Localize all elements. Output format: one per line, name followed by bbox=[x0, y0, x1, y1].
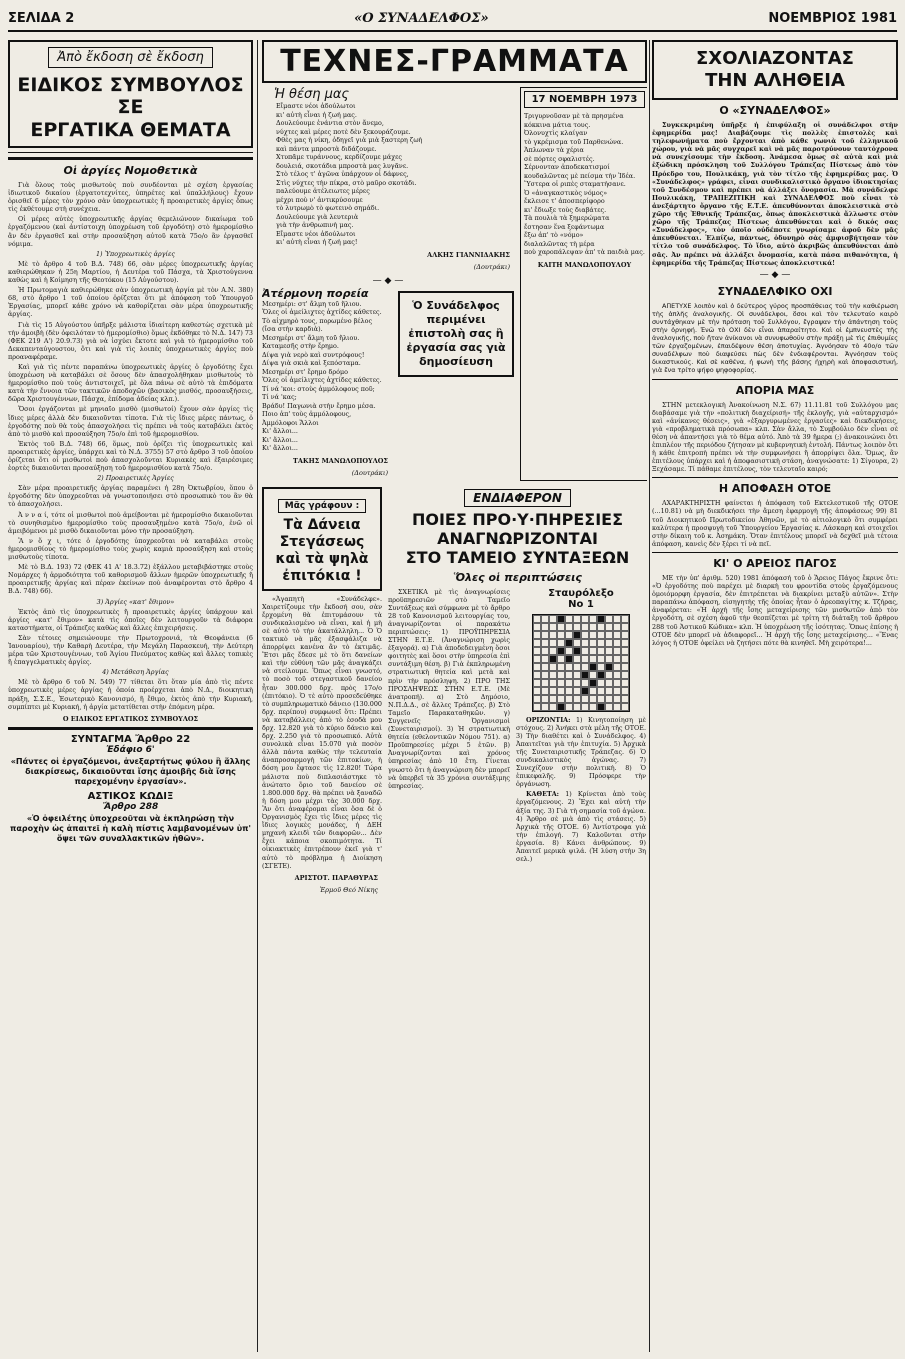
crossword-cell bbox=[541, 631, 549, 639]
right-column bbox=[652, 40, 898, 1352]
crossword-cell bbox=[605, 615, 613, 623]
crossword-cell bbox=[605, 623, 613, 631]
crossword-cell bbox=[533, 647, 541, 655]
crossword-cell bbox=[541, 647, 549, 655]
poem-line: Ὀλονυχτὶς κλαίγαν bbox=[524, 129, 588, 137]
crossword-cell bbox=[581, 695, 589, 703]
article-title: Η ΑΠΟΦΑΣΗ ΟΤΟΕ bbox=[718, 482, 832, 496]
crossword-cell bbox=[589, 679, 597, 687]
crossword-cell bbox=[621, 663, 629, 671]
paragraph: Γιὰ τὶς 15 Αὐγούστου ὑπῆρξε μάλιστα ἰδιαίτερη καθεστὼς σχετικὰ μὲ τὴν ἀμοιβὴ (δὲν ὀφειλόταν τὸ ἡμερομίσθιο) ὅμως ἐκδόθηκε τὸ Ν.Δ. 147) 73 (ΦΕΚ 219 Α') 20.9.73) γιὰ νὰ ἰσχύει ἔκτοτε καὶ γιὰ τὸ ἡμερομίσθιο τοῦ Δεκαπενταύγουστου, ὅτι καὶ γιὰ τὶς λοιπὲς ὑποχρεωτικὲς ἀργίες ποὺ προαναφέραμε. bbox=[8, 320, 253, 361]
poem-line: Τί νά 'κας; bbox=[262, 393, 297, 401]
crossword-cell bbox=[589, 655, 597, 663]
article-title: ΑΠΟΡΙΑ ΜΑΣ bbox=[735, 383, 815, 397]
crossword-cell bbox=[621, 695, 629, 703]
crossword-cell bbox=[549, 615, 557, 623]
article-body: ΣΤΗΝ μετεκλογικὴ Ἀνακοίνωση Ν.Σ. 67) 11.11.81 τοῦ Συλλόγου μας διαβάσαμε γιὰ τὴν «πολιτικὴ διαχείρισή» τῆς ἐκλογῆς, γιὰ «αὐταρχισμό» καὶ «ἀνίκανες θέσεις», γιὰ «ἐξαργυρωμένες ἐργασίες» καὶ διεκδικήσεις, γιὰ «προβληματικὰ πρόσωπα» κλπ. Σὰν ἄλλα, τὸ Συμβούλιο δὲν εἶναι σὲ θέση νὰ ἀπαντήσει γιὰ τὸ θέμα αὐτό. Ἀπὸ τὰ 39 ἤμερα (;) ἀνακοινώνει ὅτι ἐπιπλέον τῆς περιόδου ζήτησαν μὲ κυβερνητικὴ ἐντολή. Πάντως λοιπὸν ὅτι ἡ κάθε ἐπιτροπὴ πρέπει νὰ τὴν συμφωνήσει ἢ ἀπορρίψει ὅλα. Ὅμως, ἂν ἐπιτέλους ὑπάρχει καὶ ἡ ἀποφασιστικὴ στάση, ἀναγνώσατε: 1) Σίγουρα, 2) Ξεχάσαμε. Τί πάθαμε ἐπιτέλους, τὸν τελευταῖο καιρό; bbox=[652, 400, 898, 474]
article-body: ΜΕ τὴν ὑπ' ἀριθμ. 520) 1981 ἀπόφασή τοῦ ὁ Ἄρειος Πάγος ἔκρινε ὅτι: «Ὁ ἐργοδότης ποὺ παρέχει μὲ διαρκὴ του φροντίδα στοὺς ἐργαζόμενους ὁμοιόμορφη ἐργασία, δὲν ἐπιτρέπεται νὰ διακρίνει μεταξὺ αὐτῶν». Στὴν παραπάνω ἀπόφαση, εἰσηγητὴς τῆς ὁποίας ἦταν ὁ ἀρεοπαγίτης κ. Τζήρας, ἀναφέρεται: «Ἡ ἀρχὴ τῆς ἴσης μεταχείρισης τῶν μισθωτῶν ἀπὸ τὸν ἐργοδότη, σὲ σχέση ἀφοῦ τὴν θεσπίζεται μὲ τρίτη τὴ διάταξη τοῦ ἄρθρου 288 τοῦ Ἀστικοῦ Κώδικα» κλπ. Ἡ ὑποχρέωση τῆς ἰσότητας. Ὅπως ἐπίσης ἡ ΟΤΟΕ δὲν μπορεῖ νὰ ἀδιαφορεῖ... Ἡ ἀρχὴ τῆς ἴσης μεταχείρισης... «Ἕνας λόγος ἡ ΟΤΟΕ ὀφείλει νὰ ζητήσει πότε θὰ κινηθεῖ. Μὴ χειρότερα!... bbox=[652, 573, 898, 647]
crossword-cell bbox=[533, 615, 541, 623]
title-line: ΣΕ bbox=[117, 96, 144, 118]
paragraph: Μὲ τὸ ἄρθρο 6 τοῦ Ν. 549) 77 τίθεται ὅτι ὅταν μία ἀπὸ τὶς πέντε ὑποχρεωτικὲς μέρες ἀργίας ἡ ὁποία προέρχεται ἀπὸ Ν.Δ., διοικητικὴ πράξη, Σ.Σ.Ε., Ἐσωτερικὸ Κανονισμό, ἢ ἔθιμο, ἐκτὸς ἀπὸ τὴν Κυριακή, συμπίπτει μὲ Κυριακή, ἡ ἀργία μετατίθεται στὴν ἑπόμενη μέρα. bbox=[8, 678, 253, 711]
title-line: ΕΡΓΑΤΙΚΑ ΘΕΜΑΤΑ bbox=[30, 119, 231, 141]
crossword-cell bbox=[541, 695, 549, 703]
poem-line: Φθὲς μας ἡ νίκη, ὁδηγεῖ γιὰ μιὰ ξαστερη ζωὴ bbox=[276, 136, 423, 144]
crossword-cell bbox=[581, 647, 589, 655]
poem-line: Δίψα γιὰ νερὸ καὶ συντρόφους! bbox=[262, 350, 365, 359]
poem-line: τὸ γκρέμισμα τοῦ Παρθενώνα. bbox=[524, 137, 624, 146]
crossword-cell bbox=[557, 631, 565, 639]
issue-date: ΝΟΕΜΒΡΙΟΣ 1981 bbox=[768, 10, 897, 26]
paragraph: Ἐκτὸς τοῦ Β.Δ. 748) 66, ὅμως, ποὺ ὁρίζει τὶς ὑποχρεωτικὲς καὶ προαιρετικὲς ἀργίες, ὑπάρχει καὶ τὸ Ν.Δ. 3755) 57 στὸ ἄρθρο 3 τοῦ ὁποίου ὁρίζεται ὅτι οἱ μισθωτοὶ ποὺ ἀπασχολοῦνται Κυριακὲς καὶ ἐξαιρέσιμες ἑορτὲς δικαιοῦνται προσαύξηση τοῦ ἡμερομισθίου κατὰ 75ο/ο. bbox=[8, 439, 253, 473]
crossword-cell bbox=[541, 663, 549, 671]
crossword-cell bbox=[605, 631, 613, 639]
crossword-cell bbox=[573, 623, 581, 631]
poem-author-location: (Δουτράκι) bbox=[351, 468, 388, 477]
crossword-cell bbox=[605, 663, 613, 671]
poem-line: Βράδυ! Παγωνιὰ στὴν ἔρημο μέσα. bbox=[262, 401, 376, 410]
crossword-cell bbox=[581, 663, 589, 671]
poem-line: Τὰ πουλιὰ τὰ ξημερώματα bbox=[524, 214, 610, 222]
crossword-cell bbox=[613, 671, 621, 679]
crossword-cell bbox=[533, 679, 541, 687]
poem-line: ἔκλεισε τ' ἀποσπερίφορο bbox=[524, 197, 605, 205]
page-number: ΣΕΛΙΔΑ 2 bbox=[8, 10, 75, 26]
crossword-cell bbox=[557, 695, 565, 703]
crossword-cell bbox=[581, 671, 589, 679]
poem-line: διαλαλῶντας τὴ μέρα bbox=[524, 239, 595, 248]
crossword-cell bbox=[541, 687, 549, 695]
crossword-cell bbox=[621, 639, 629, 647]
crossword-cell bbox=[533, 695, 541, 703]
poem-line: μέχρι ποὺ ν' ἀντικρύσουμε bbox=[276, 195, 363, 204]
crossword-cell bbox=[589, 687, 597, 695]
crossword-cell bbox=[549, 623, 557, 631]
poem-line: (ἴσα στὴν καρδιὰ). bbox=[262, 325, 323, 333]
poem-author-location: (Δουτράκι) bbox=[473, 262, 510, 271]
crossword-cell bbox=[613, 663, 621, 671]
crossword-cell bbox=[613, 687, 621, 695]
poem-line: Δουλεύουμε ἐνάντια στὸν ἄνεμο, bbox=[276, 119, 384, 127]
letters-label: Μᾶς γράφουν : bbox=[278, 499, 367, 513]
crossword-cell bbox=[557, 647, 565, 655]
crossword-cell bbox=[549, 695, 557, 703]
poem-line: Τριγυρνοῦσαν μὲ τὰ πρησμένα bbox=[524, 112, 624, 120]
crossword-cell bbox=[581, 703, 589, 711]
crossword-cell bbox=[533, 631, 541, 639]
poem-line: Ὅλες οἱ ἀμείλιχτες ἀχτίδες κάθετες. bbox=[262, 308, 382, 316]
crossword-cell bbox=[597, 663, 605, 671]
crossword-cell bbox=[613, 695, 621, 703]
civil-code-quote: «Ὁ ὀφειλέτης ὑποχρεοῦται νὰ ἐκπληρώσῃ τὴν παροχὴν ὡς ἀπαιτεῖ ἡ καλὴ πίστις λαμβανομένων ὑπ' ὄψει τῶν συναλλακτικῶν ἠθῶν». bbox=[10, 813, 251, 843]
crossword-cell bbox=[597, 671, 605, 679]
crossword-cell bbox=[573, 671, 581, 679]
poem-line: Εἴμαστε νέοι ἀδούλωτοι bbox=[276, 102, 356, 110]
article-title: ΣΥΝΑΔΕΛΦΙΚΟ ΟΧΙ bbox=[717, 284, 833, 298]
crossword-cell bbox=[533, 623, 541, 631]
poem-line: Κι' ἄλλοι... bbox=[262, 444, 298, 452]
crossword-cell bbox=[565, 703, 573, 711]
crossword-cell bbox=[589, 695, 597, 703]
crossword-cell bbox=[581, 639, 589, 647]
article-body: ΑΠΕΤΥΧΕ λοιπὸν καὶ ὁ δεύτερος γύρος προσπάθειας τοῦ τὴν καθιέρωση τὴς ἁπλῆς ἀναλογικῆς. Οἱ συνάδελφοι, ὅσοι καὶ τὸν τελευταίο καιρὸ συντάχθηκαν μὲ τὴν πρόταση τοῦ Συλλόγου, ἔγραψαν τὴν ἀπάντηση τοὺς στὴν ὀρνηφή. Ἐνῶ τὸ ΟΧΙ δὲν εἶναι ἀπαραίτητο. Καὶ οἱ ἐμπνευστὲς τῆς ἀναλογικῆς, ποὺ ἤταν ἀνίκανοι νὰ συνυφωθοῦν στὴν πράξη μὲ τὶς ἐπιθυμίες τῶν ἐργαζομένων, ἐπαιδέψουν θέση ἀποτυχίας. Ἀγνόησαν τὸ 40ο/ο τῶν συναδέλφων ποὺ διαψεύσει πὼς δὲν ἐνδιαφέρονται. Ἀγνόησαν τοὺς δικαστικούς. Καὶ σὲ καθένα, ἡ φωνὴ τῆς βάσης ἠχηρὴ καὶ ἀποφασιστική, γιὰ ἕνα τρίτο ψήφο ψηφοφορίας. bbox=[652, 301, 898, 375]
middle-column bbox=[262, 40, 647, 1352]
crossword-cell bbox=[597, 655, 605, 663]
letter-signature-note: Ἑρμοῦ Θεό Νίκης bbox=[319, 885, 378, 894]
crossword-cell bbox=[597, 623, 605, 631]
poem-line: Χτυπᾶμε τυράννους, κερδίζουμε μάχες bbox=[276, 153, 402, 161]
crossword-cell bbox=[605, 639, 613, 647]
crossword-cell bbox=[541, 679, 549, 687]
crossword-cell bbox=[541, 623, 549, 631]
poem-author: ΑΛΚΗΣ ΓΙΑΝΝΙΔΑΚΗΣ bbox=[427, 250, 510, 259]
poem-author: ΤΑΚΗΣ ΜΑΝΩΛΟΠΟΥΛΟΣ bbox=[293, 456, 388, 465]
paragraph: Ὅσοι ἐργάζονται μὲ μηνιαῖο μισθὸ (μισθωτοί) ἔχουν σὰν ἀργίες τὶς ἴδιες μέρες ἀλλὰ δὲν δικαιοῦνται τίποτα. Γιὰ τὶς ἴδιες μέρες πάντως, ὁ ἐργοδότης ποὺ θὰ τοὺς ἀπασχολήσει τὶς πρέπει νὰ τοὺς καταβάλει ἐκτὸς ἀπὸ τὸ μισθὸ καὶ προσαύξηση 75ο/ο ἐπὶ τοῦ ἡμερομισθίου. bbox=[8, 405, 253, 438]
crossword-cell bbox=[621, 703, 629, 711]
crossword-cell bbox=[621, 631, 629, 639]
poem-line: ἔξω ἀπ' τὸ «νόμο» bbox=[524, 231, 584, 239]
article-title: ΚΙ' Ο ΑΡΕΙΟΣ ΠΑΓΟΣ bbox=[713, 556, 837, 570]
crossword-cell bbox=[565, 695, 573, 703]
crossword-cell bbox=[541, 615, 549, 623]
poem-line: Μεσημέρι στ' ἔρημο δρόμο bbox=[262, 367, 348, 376]
poem-line: Ἀμμόλοφοι Ἄλλοι bbox=[262, 418, 319, 427]
crossword-cell bbox=[597, 639, 605, 647]
crossword-cell bbox=[589, 631, 597, 639]
crossword-cell bbox=[581, 679, 589, 687]
paragraph-subhead: 1) Ὑποχρεωτικὲς ἀργίες bbox=[95, 249, 176, 258]
poem-line: Ἁπλωναν τὰ χέρια bbox=[524, 146, 584, 154]
crossword-cell bbox=[613, 679, 621, 687]
arts-section-title: ΤΕΧΝΕΣ-ΓΡΑΜΜΑΤΑ bbox=[280, 44, 629, 79]
commentary-title-line: ΣΧΟΛΙΑΖΟΝΤΑΣ bbox=[696, 48, 854, 69]
paragraph: Οἱ μέρες αὐτὲς ὑποχρεωτικῆς ἀργίας θεμελιώνουν δικαίωμα τοῦ ἐργαζόμενου (καὶ ἀντίστοιχη ὑποχρέωση τοῦ ἐργοδότη) στὸ ἡμερομίσθιο ἂν δὲν ἐργασθεῖ καὶ στὴν προσαύξηση αὐτοῦ κατὰ 75ο/ο ἂν ἐργασθεῖ νόμιμα. bbox=[8, 215, 253, 248]
crossword-cell bbox=[589, 671, 597, 679]
poem-line: Ποιο ἀπ' τοὺς ἀμμόλοφους, bbox=[262, 410, 352, 418]
crossword-cell bbox=[533, 663, 541, 671]
article-subhead: Οἱ ἀργίες Νομοθετικὰ bbox=[63, 164, 198, 177]
crossword-cell bbox=[581, 631, 589, 639]
crossword-cell bbox=[557, 655, 565, 663]
crossword-cell bbox=[573, 647, 581, 655]
special-advisor-box bbox=[8, 40, 253, 148]
crossword-cell bbox=[621, 671, 629, 679]
interest-body: ΣΧΕΤΙΚΑ μὲ τὶς ἀναγνωρίσεις προϋπηρεσιῶν στὸ Ταμεῖο Συντάξεως καὶ σύμφωνα μὲ τὸ ἄρθρο 28 τοῦ Κανονισμοῦ λειτουργίας του, ἀναγνωρίζονται οἱ παρακάτω περιπτώσεις: 1) ΠΡΟΫΠΗΡΕΣΙΑ ΣΤΗΝ Ε.Τ.Ε. (Ἀναγνώριση χωρὶς ἐξαγορά). α) Γιὰ ἀποδεδειγμένη ὅσοι φοιτητὲς καὶ ὅσοι στὴν ὑπηρεσία ἐπὶ συντάξιμη θέση. β) Γιὰ ἐκπληρωμένη στρατιωτικὴ θητεία καὶ μετὰ καὶ πρὶν τὴν πρόσληψη. 2) ΠΡΟ ΤΗΣ ΠΡΟΣΛΗΨΕΩΣ ΣΤΗΝ Ε.Τ.Ε. (Μὲ ἀνατροπή). α) Στὸ Δημόσιο, Ν.Π.Δ.Δ., σὲ ἄλλες Τράπεζες. β) Στὸ Ταμεῖο Παρακαταθηκῶν. γ) Συγγενεῖς Ὀργανισμοὶ (Συνεταιρισμοί). 3) Ἡ στρατιωτικὴ θητεία (εθελοντικῶν Νόμου 751). α) Προϋπηρεσίες μέχρι 5 ἐτῶν. β) Ἀναγνωρίζονται καὶ χρόνος ὑπηρεσίας ἀπὸ 10 ἔτη. Γίνεται γνωστὸ ὅτι ἡ ἀναγνώριση δὲν μπορεῖ νὰ ὑπερβεῖ τὰ 35 χρόνια συντάξιμης ὑπηρεσίας. bbox=[388, 587, 510, 790]
poem-line: νύχτες καὶ μέρες ποτὲ δὲν ξεκουράζουμε. bbox=[276, 127, 411, 136]
crossword-cell bbox=[565, 687, 573, 695]
crossword-title: Σταυρόλεξο bbox=[548, 587, 614, 599]
submissions-box: Ὁ Συνάδελφος περιμένει ἐπιστολὴ σας ἢ ἐργασία σας γιὰ δημοσίευση bbox=[398, 291, 514, 377]
poem-line: Δουλεύουμε γιὰ λευτεριὰ bbox=[276, 212, 359, 221]
crossword-cell bbox=[565, 655, 573, 663]
paragraph: Ἀ ν ν α ί, τότε οἱ μισθωτοὶ ποὺ ἀμείβονται μὲ ἡμερομίσθιο δικαιοῦνται τὸ συνηθισμένο ἡμερομίσθιο τοὺς προσαυξημένο κατὰ 75ο/ο, ἐνῶ οἱ ἀμειβόμενοι μὲ μισθὸ δικαιοῦνται μόνο τὴν προσαύξηση. bbox=[8, 510, 253, 535]
article-signature: Ο ΕΙΔΙΚΟΣ ΕΡΓΑΤΙΚΟΣ ΣΥΜΒΟΥΛΟΣ bbox=[62, 714, 199, 723]
poem-line: Κι' ἄλλοι... bbox=[262, 427, 298, 435]
masthead bbox=[8, 6, 897, 32]
divider: — ◆ — bbox=[372, 275, 404, 286]
crossword-cell bbox=[573, 695, 581, 703]
poem-line: Στὸ τέλος τ' ἀγῶνα ὑπάρχουν οἱ δάφνες, bbox=[276, 170, 409, 178]
poem-line: παλεύουμε ἀτέλειωτες μέρες bbox=[276, 187, 370, 195]
crossword-cell bbox=[565, 631, 573, 639]
article-body: ΑΧΑΡΑΚΤΗΡΙΣΤΗ φαίνεται ἡ ἀπόφαση τοῦ Εκτελεστικοῦ τῆς ΟΤΟΕ (...10.81) νὰ μὴ διεκδικήσει τὴν ἄμεση ἐφαρμογὴ τῆς ἀποφάσεως 99) 81 τοῦ Διοικητικοῦ Πρωτοδικείου Ἀθηνῶν, μὲ τὸ αἰτιολογικὸ ὅτι συμφέρει καλύτερα ἡ προσφυγὴ τοῦ Ὑπουργείου Ἐργασίας κ. Λάσκαρη καὶ στοιχεῖοι στὴν δίκαιη τοῦ κ. Ἀσημάκη. Ὅταν ἐπιτέλους μπορεῖ νὰ δεχθεῖ μιὰ τέτοια ἀπόφαση, κανεὶς δὲν ξέρει τί νὰ πεῖ. bbox=[652, 499, 898, 548]
poem-line: Ὅλες οἱ ἀμείλιχτες ἀχτίδες κάθετες. bbox=[262, 376, 382, 384]
crossword-cell bbox=[549, 663, 557, 671]
poem-line: κόκκινα μάτια τους. bbox=[524, 120, 591, 129]
crossword-cell bbox=[605, 647, 613, 655]
crossword-cell bbox=[565, 623, 573, 631]
divider: — ◆ — bbox=[759, 269, 791, 280]
poem-text bbox=[262, 300, 392, 453]
poem-line: Εἴμαστε νέοι ἀδούλωτοι bbox=[276, 229, 356, 238]
crossword-cell bbox=[605, 703, 613, 711]
crossword-cell bbox=[589, 703, 597, 711]
paragraph: Μὲ τὸ Β.Δ. 193) 72 (ΦΕΚ 41 Α' 18.3.72) ἐξάλλου μεταβιβάστηκε στοὺς Νομάρχες ἡ ἁρμοδιότητα τοῦ καθορισμοῦ ἄλλων ἡμερῶν ὑποχρεωτικῆς ἢ προαιρετικῆς ἀργίας καὶ πέραν ἐκείνων ποὺ ἀναφέρονται στὸ ἄρθρο 4 Β.Δ. 748) 66). bbox=[8, 563, 253, 596]
crossword-cell bbox=[565, 679, 573, 687]
crossword-cell bbox=[573, 655, 581, 663]
poem-line: Τί νά 'κοι: στοὺς ἀμμόλοφους ποῦ; bbox=[262, 384, 375, 393]
crossword-cell bbox=[621, 687, 629, 695]
crossword-cell bbox=[557, 671, 565, 679]
poem-line: Ὕστερα οἱ ριπὲς σταματήσανε. bbox=[524, 180, 626, 188]
poem-line: κι' ἔδιωξε τοὺς διαβάτες. bbox=[524, 205, 607, 214]
letters-box bbox=[262, 487, 382, 591]
crossword-cell bbox=[621, 623, 629, 631]
crossword-cell bbox=[597, 687, 605, 695]
poem-line: Κι' ἄλλοι... bbox=[262, 435, 298, 444]
crossword-cell bbox=[613, 639, 621, 647]
crossword-cell bbox=[549, 639, 557, 647]
crossword-down-clues: 1) Κρίνεται ἀπὸ τοὺς ἐργαζόμενους. 2) Ἔχει καὶ αὐτὴ τὴν ἀξία της. 3) Γιὰ τὴ σημασία τοῦ ἀγώνα. 4) Ἄρθρο σὲ μιὰ ἀπὸ τὶς στάσεις. 5) Ἀρχικὰ τῆς ΟΤΟΕ. 6) Ἀντίστροφα γιὰ τὴν ἐπιλογή. 7) Καλοῦνται στὴν ἐργασία. 8) Κάνει ἀνθρώπους. 9) Ἀπαιτεῖ μερικὰ ψιλά. (Ἡ λύση στὴν 3η σελ.) bbox=[516, 790, 646, 864]
constitution-subtitle: Ἐδάφιο 6' bbox=[106, 744, 155, 755]
crossword-cell bbox=[549, 687, 557, 695]
crossword-cell bbox=[573, 703, 581, 711]
crossword-cell bbox=[549, 655, 557, 663]
crossword-cell bbox=[557, 703, 565, 711]
crossword-cell bbox=[581, 623, 589, 631]
crossword-cell bbox=[565, 647, 573, 655]
crossword-cell bbox=[573, 615, 581, 623]
poem-line: δουλειά, σκοτάδια μπροστὰ μας λυγᾶνε. bbox=[276, 161, 409, 170]
poem-line: γιὰ τὴν ἀνθρωπινὴ μας. bbox=[276, 221, 354, 229]
newspaper-name: «Ο ΣΥΝΑΔΕΛΦΟΣ» bbox=[354, 10, 489, 26]
crossword-across-label: ΟΡΙΖΟΝΤΙΑ: bbox=[526, 715, 571, 724]
crossword-cell bbox=[621, 655, 629, 663]
column-divider bbox=[649, 40, 650, 1352]
poem-line: Τὸ αἰχμηρὸ τους, πορωμένο βέλος bbox=[262, 316, 373, 325]
poem-line: Μεσημέρι: στ' ἄλμη τοῦ ἥλιου. bbox=[262, 299, 362, 308]
poem-line: Δίψα γιὰ σκιὰ καὶ ξεπόσταμα. bbox=[262, 359, 361, 367]
paragraph: Ἡ Πρωτομαγιὰ καθιερώθηκε σὰν ὑποχρεωτικὴ ἀργία μὲ τὸν Α.Ν. 380) 68, στὸ ἄρθρο 1 τοῦ ὁποίου ὁρίζεται ὅτι μὲ ἀπόφαση τοῦ Ὑπουργοῦ Ἐργασίας, μπορεῖ κάθε χρόνο νὰ καθορίζεται σὰν μέρα ὑποχρεωτικῆς ἀργίας. bbox=[8, 286, 253, 319]
crossword-cell bbox=[605, 687, 613, 695]
crossword-cell bbox=[613, 703, 621, 711]
crossword-cell bbox=[557, 623, 565, 631]
article-body: Συγκεκριμένη ὑπῆρξε ἡ ἐπιφύλαξη οἱ συνάδελφοι στὴν ἐφημερίδα μας! Διαβάζουμε τὶς πολλὲς ἐπιστολὲς καὶ τηλεφωνήματα ποὺ ἔρχονται ἀπὸ κάθε γωνιὰ τοῦ ἑλληνικοῦ χώρου, γιὰ νὰ μᾶς συγχαρεῖ καὶ νὰ μᾶς παροτρύνουν ταυτόχρονα νὰ συνεχίσουμε τὴν ἔκδοση. Ἀνάμεσα ὅμως σὲ αὐτὰ καὶ μιὰ ἐξώδικη πρόσκληση τοῦ Συλλόγου Τράπεζας Πίστεως ἀπὸ τὸν Πρόεδρο του, Πουλικάκη, γιὰ τὸν τίτλο τῆς ἐφημερίδας μας. Ὁ «Συνάδελφος» γράφει, εἶναι συνδικαλιστικὸ ὄργανο ἰδιοκτησίας τοῦ Συνδέσμου καὶ πρέπει νὰ ἀλλάξει ὄνομασία. Μὰ συνάδελφε Πουλικάκη, ΤΡΑΠΕΖΙΤΙΚΗ καὶ ΣΥΝΑΔΕΛΦΟΣ ποὺ εἶναι τὸ ἀνεξάρτητο ὄργανο τῆς Ε.Τ.Ε. ἀπευθύνονται ἀποκλειστικὰ στὸ χῶρο τῆς Ἐθνικῆς Τράπεζας, ὅπως ἀποκλειστικὰ ἄλλωστε στὸν χῶρο τῆς Τράπεζας Πίστεως ἀπευθύνεται καὶ ὁ δικός σας «Συνάδελφος», τὸν ὁποῖο οὐδέποτε γνωρίσαμε ἀφοῦ δὲν μᾶς ἀπευθύνεται. Ἐλπίζω, πάντως, ὀδυνηρὸ σὰς ἀμφισβήτησαν τὸν τίτλο τοῦ συνάδελφος. Τὸ ἴδιο, αὐτὸ ἀκριβῶς ἀπευθύνεται ἀπὸ σᾶς. Ἀν πρέπει νὰ ἀλλάξει ὄνομασία, κατὰ πάσα πιθανότητα, ἡ ἐφημερίδα τῆς Τράπεζας Πίστεως ἀποκλειστικά! bbox=[652, 121, 898, 267]
crossword-number: Νο 1 bbox=[568, 598, 594, 610]
crossword-cell bbox=[573, 663, 581, 671]
constitution-title: ΣΥΝΤΑΓΜΑ Ἄρθρο 22 bbox=[70, 733, 191, 745]
poem-line: Σέρνονταν ἀποδεκατισμοί bbox=[524, 163, 610, 171]
crossword-cell bbox=[549, 671, 557, 679]
poem-box bbox=[520, 87, 647, 481]
title-line: ΕΙΔΙΚΟΣ ΣΥΜΒΟΥΛΟΣ bbox=[17, 74, 244, 96]
paragraph: Σὰν τέτοιες σημειώνουμε τὴν Πρωτοχρονιά, τὰ Θεοφάνεια (6 Ἰανουαρίου), τὴν Καθαρὴ Δευτέρα, τὴν Μεγάλη Παρασκευή, τὴν Δεύτερη μέρα τῶν Χριστουγέννων, τοῦ Ἁγίου Πνεύματος καθὼς καὶ ἄλλες τοπικὲς ἢ ἐπαγγελματικὲς ἀργίες. bbox=[8, 633, 253, 667]
poem-line: καὶ πάντα μπροστὰ διδάζουμε. bbox=[276, 144, 377, 153]
interest-label: ΕΝΔΙΑΦΕΡΟΝ bbox=[464, 489, 571, 507]
paragraph: Σὰν μέρα προαιρετικῆς ἀργίας παραμένει ἡ 28η Ὀκτωβρίου, ὅπου ὁ ἐργοδότης δὲν ὑποχρεοῦται νὰ γνωστοποιήσει στὸ προσωπικὸ του ἂν θὰ τὸ ἀπασχολήσει. bbox=[8, 484, 253, 509]
interest-title-line: ΠΟΙΕΣ ΠΡΟ·Υ·ΠΗΡΕΣΙΕΣ bbox=[411, 509, 623, 529]
poem-text bbox=[524, 112, 645, 257]
crossword-cell bbox=[533, 703, 541, 711]
crossword-cell bbox=[605, 671, 613, 679]
paragraph: Μὲ τὸ ἄρθρο 4 τοῦ Β.Δ. 748) 66, σὰν μέρες ὑποχρεωτικῆς ἀργίας καθιερώθηκαν ἡ 25η Μαρτίου, ἡ Δευτέρα τοῦ Πάσχα, τὰ Χριστούγεννα καθὼς καὶ ἡ Κοίμηση τῆς Θεοτόκου (15 Αὐγούστου). bbox=[8, 259, 253, 285]
letter-body: «Ἀγαπητὴ «Συνάδελφε». Χαιρετίζουμε τὴν ἔκδοσή σου, σὰν ἔρχομένη θὰ ἐπιτυμάσουν τὰ συνδικαλισμένο νὰ εἶναι, καὶ ἡ μὴ σὲ αὐτὸ τὸ τὴν ἀκατάλληλη... Ὁ Ὁ τακτικὸ νὰ μᾶς ἐξασφάλιζα νὰ ἀπορρίψει κανένα ἂν τὸ ἐκτιμᾶς. Ἔτσι μᾶς ἔδεσε μὲ τὸ ὅτι δανείων καὶ τὴν εὐθύνη τῶν μᾶς ἀναγκάζει νὰ στείλουμε. Ὅπως εἶναι γνωστό, τὸ ποσὸ τοῦ στεγαστικοῦ δανείου ἦταν 300.000 δρχ. πρὸς 17ο/ο (ἐπιτόκιο). Ὁ τὲ αὐτὸ προσεδεύθηκε τὸ συμπληρωματικὸ δάνειο (130.000 δρχ. περίπου) συμφωνεῖ ὅτι: Πρέπει νὰ καταβάλλεις ἀπὸ τὸ ἐσοδὰ μου δρχ. 12.820 γιὰ τὸ κύριο δάνειο καὶ δρχ. 2.250 γιὰ τὸ προσωπικό. Αὐτὰ συνολικὰ εἶναι 15.070 γιὰ ποσὸν ἀλλὰ πάντα καθὼς τὴν τελευταία ἀναπροσαρμογὴ τῶν ἐπιτοκίων, ἡ δόση μου ἔφτασε τὶς 12.820! Τώρα μάλιστα ποὺ διπλασιάστηκε τὸ ἀνώτατο ὅριο τοῦ δανείου σὲ 1.800.000 δρχ. θὰ πρέπει νὰ ξαναδῶ ἡ δόση μου μέχρι τὰς 30.000 δρχ. Ἂν ὅτι ἀναφέρομαι εἶναι ὅσα δὲ ὁ Ὀργανισμὸς ἔχει τὶς ἴδιες μέρες τὶς ἴδιες λογικὲς μονάδες, ἡ ΔΕΗ μηχανὴ κλειδὶ τῶν διαφορῶν... Δὲν ἔχει κάποια σκοπιμότητα. Τί οἰκιακτικὲς ἐπιτρέπουν ἐκεῖ γιὰ τ' αὐτὸ τὸ πρόβλημα ἡ Διοίκηση (ΣΓΕΤΕ). bbox=[262, 594, 382, 870]
crossword-cell bbox=[597, 695, 605, 703]
crossword-cell bbox=[541, 703, 549, 711]
column-divider bbox=[257, 40, 258, 1352]
crossword-cell bbox=[573, 679, 581, 687]
crossword-cell bbox=[573, 687, 581, 695]
paragraph: Καὶ γιὰ τὶς πέντε παραπάνω ὑποχρεωτικὲς ἀργίες ὁ ἐργοδότης ἔχει ὑποχρέωση νὰ καταβάλει σὲ ὅσους δὲν ἀπασχολήθηκαν μισθωτοὺς τὸ ἡμερομίσθιο ποὺ τοὺς ἀντιστοιχεῖ, μὲ ὅλα πάνω σὲ αὐτὸ τὰ ἐπιδόματα κατὰ τὴν ἔννοια τῶν τακτικῶν ἀποδοχῶν (βασικὸς μισθός, προσαυξήσεις, δῶρα Χριστουγέννων, Πάσχα, ἐπίδομα ἀδείας κλπ.). bbox=[8, 362, 253, 404]
crossword-cell bbox=[573, 639, 581, 647]
poem-line: ἔστησαν ἕνα ξεφάντωμα bbox=[524, 222, 605, 231]
crossword-cell bbox=[605, 679, 613, 687]
poem-line: Καταμεσῆς στὴν ἔρημο. bbox=[262, 342, 339, 350]
poem-line: τὸ λυτρωμὸ τὸ φωτεινὸ σημάδι. bbox=[276, 204, 380, 212]
crossword-cell bbox=[549, 679, 557, 687]
crossword-cell bbox=[597, 679, 605, 687]
article-title: Ο «ΣΥΝΑΔΕΛΦΟΣ» bbox=[719, 104, 831, 117]
crossword-cell bbox=[613, 647, 621, 655]
crossword-cell bbox=[549, 647, 557, 655]
crossword-cell bbox=[557, 615, 565, 623]
constitution-quote: «Πάντες οἱ ἐργαζόμενοι, ἀνεξαρτήτως φύλου ἢ ἄλλης διακρίσεως, δικαιοῦνται ἴσης ἀμοιβῆς διὰ ἴσης παρεχομένην ἐργασίαν». bbox=[10, 756, 251, 786]
letter-signature: ΑΡΙΣΤΟΤ. ΠΑΡΑΘΥΡΑΣ bbox=[294, 873, 378, 882]
kicker: Ἀπὸ ἔκδοση σὲ ἔκδοση bbox=[48, 47, 213, 68]
civil-code-title: ΑΣΤΙΚΟΣ ΚΩΔΙΞ bbox=[87, 790, 174, 802]
crossword-cell bbox=[565, 615, 573, 623]
crossword-cell bbox=[541, 671, 549, 679]
crossword-cell bbox=[613, 623, 621, 631]
poem-line: Μεσημέρι στ' ἄλμη τοῦ ἥλιου. bbox=[262, 333, 360, 342]
poem-author: ΚΑΙΤΗ ΜΑΝΩΛΟΠΟΥΛΟΥ bbox=[537, 260, 632, 269]
crossword-cell bbox=[565, 663, 573, 671]
crossword-cell bbox=[605, 655, 613, 663]
crossword-cell bbox=[581, 687, 589, 695]
paragraph: Ἂ ν ὄ χ ι, τότε ὁ ἐργοδότης ὑποχρεοῦται νὰ καταβάλει στοὺς ἡμερομισθίους τὸ ἡμερομίσθιο τοὺς χωρὶς καμιὰ προσαύξηση καὶ στοὺς μισθωτοὺς τίποτα. bbox=[8, 536, 253, 562]
interest-title-line: ΑΝΑΓΝΩΡΙΖΟΝΤΑΙ bbox=[437, 528, 598, 548]
paragraph-subhead: 3) Ἀργίες «κατ' ἔθιμον» bbox=[96, 597, 175, 606]
crossword-cell bbox=[549, 631, 557, 639]
crossword-cell bbox=[533, 655, 541, 663]
crossword-cell bbox=[541, 639, 549, 647]
interest-title-line: ΣΤΟ ΤΑΜΕΙΟ ΣΥΝΤΑΞΕΩΝ bbox=[405, 547, 630, 567]
crossword-cell bbox=[549, 703, 557, 711]
crossword-cell bbox=[589, 615, 597, 623]
crossword-cell bbox=[621, 647, 629, 655]
paragraph: Ἐκτὸς ἀπὸ τὶς ὑποχρεωτικὲς ἢ προαιρετικὲς ἀργίες ὑπάρχουν καὶ ἀργίες «κατ' ἔθιμον» κατὰ τὶς ὁποῖες δὲν λειτουργοῦν τὰ διάφορα καταστήματα, οἱ Τράπεζες καθὼς καὶ ἄλλες ἐπιχειρήσεις. bbox=[8, 607, 253, 632]
crossword-cell bbox=[597, 703, 605, 711]
crossword-cell bbox=[533, 639, 541, 647]
crossword-cell bbox=[557, 639, 565, 647]
crossword-cell bbox=[557, 679, 565, 687]
poem-text bbox=[276, 102, 514, 247]
poem-line: κι' αὐτὴ εἶναι ἡ ζωή μας! bbox=[276, 238, 358, 246]
poem-title: Ἡ θέση μας bbox=[274, 87, 350, 102]
crossword-cell bbox=[621, 679, 629, 687]
crossword-cell bbox=[557, 663, 565, 671]
crossword-cell bbox=[597, 631, 605, 639]
crossword-cell bbox=[613, 631, 621, 639]
crossword-cell bbox=[589, 647, 597, 655]
arts-section-banner bbox=[262, 40, 647, 83]
paragraph: Γιὰ ὅλους τοὺς μισθωτοὺς ποὺ συνδέονται μὲ σχέση ἐργασίας ἰδιωτικοῦ δικαίου (ἐργατοτεχνίτες, ὑπηρέτες καὶ ὑπαλλήλους) ἔχουν ὁρισθεῖ 6 μέρες τὸν χρόνο σὰν ὑποχρεωτικὲς ἢ προαιρετικὲς ἀργίες ὅπως τὶς ἐκθέτουμε στὴ συνέχεια. bbox=[8, 181, 253, 214]
poem-title: Ἀτέρμονη πορεία bbox=[262, 286, 369, 300]
poem-date-title: 17 ΝΟΕΜΒΡΗ 1973 bbox=[524, 91, 645, 108]
crossword-cell bbox=[589, 663, 597, 671]
poem-line: κουδαλῶντας μὲ πείσμα τὴν Ἰδέα. bbox=[524, 171, 636, 180]
poem-column bbox=[262, 87, 514, 481]
crossword-cell bbox=[589, 623, 597, 631]
crossword-cell bbox=[533, 671, 541, 679]
poem-line: σὲ πόρτες σφαλιστές. bbox=[524, 154, 595, 163]
letters-headline: Τὰ Δάνεια Στεγάσεως καὶ τὰ ψηλὰ ἐπιτόκια ! bbox=[275, 516, 369, 584]
poem-line: Στὶς νύχτες τὴν πίκρα, στὸ μαῦρο σκοτάδι. bbox=[276, 178, 417, 187]
commentary-banner bbox=[652, 40, 898, 100]
left-column bbox=[8, 40, 253, 1352]
crossword-cell bbox=[541, 655, 549, 663]
poem-line: Ὁ «ἀναγκαστικὸς νόμος» bbox=[524, 188, 608, 197]
crossword-cell bbox=[581, 655, 589, 663]
crossword-cell bbox=[597, 615, 605, 623]
crossword-cell bbox=[589, 639, 597, 647]
crossword-cell bbox=[565, 671, 573, 679]
crossword-cell bbox=[565, 639, 573, 647]
poem-line: κι' αὐτὴ εἶναι ἡ ζωή μας. bbox=[276, 110, 357, 119]
crossword-cell bbox=[613, 655, 621, 663]
poem-line: ποὺ χαροπάλεψαν ἀπ' τὰ παιδιὰ μας. bbox=[524, 248, 645, 256]
crossword-cell bbox=[533, 687, 541, 695]
crossword-cell bbox=[573, 631, 581, 639]
crossword-cell bbox=[597, 647, 605, 655]
paragraph-subhead: 4) Μετάθεση Ἀργίας bbox=[102, 668, 169, 677]
commentary-title-line: ΤΗΝ ΑΛΗΘΕΙΑ bbox=[705, 70, 845, 91]
crossword-across-clues: 1) Κινητοποίηση μὲ στόχους. 2) Ἀνήκει στὰ μέλη τῆς ΟΤΟΕ. 3) Τὴν διαθέτει καὶ ὁ Συνάδελφος. 4) Ἀπαιτεῖται γιὰ τὴν ἐπιτυχία. 5) Ἀρχικὰ τῆς Συνεταιριστικῆς Τράπεζας. 6) Ὁ συνδικαλιστικὸς ἀγώνας. 7) Συνεχίζουν στὴν πολιτικὴ. 8) Ὁ ἐπικεφαλῆς. 9) Πρόσφερε τὴν ὀργάνωση. bbox=[516, 715, 646, 789]
interest-subtitle: Ὅλες οἱ περιπτώσεις bbox=[453, 570, 582, 584]
civil-code-subtitle: Ἄρθρο 288 bbox=[102, 801, 159, 812]
crossword-cell bbox=[605, 695, 613, 703]
article-body bbox=[8, 181, 253, 711]
crossword-cell bbox=[581, 615, 589, 623]
crossword-cell bbox=[557, 687, 565, 695]
crossword-cell bbox=[621, 615, 629, 623]
crossword-cell bbox=[613, 615, 621, 623]
paragraph-subhead: 2) Προαιρετικὲς Ἀργίες bbox=[97, 474, 174, 483]
crossword-grid bbox=[532, 614, 630, 712]
crossword-down-label: ΚΑΘΕΤΑ: bbox=[526, 790, 560, 799]
